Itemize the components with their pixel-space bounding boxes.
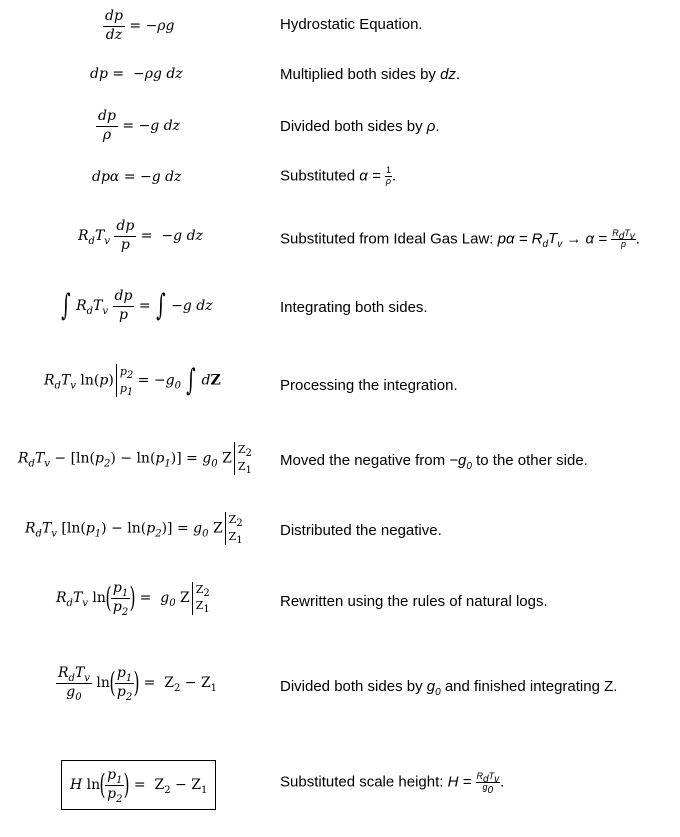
description-6: Integrating both sides. (280, 299, 428, 316)
equation-substituted-alpha: dpα = −g dz (92, 169, 182, 185)
equation-ideal-gas: $R_dT_v$ $\frac{dp}{p}$ = −g dz (78, 218, 203, 253)
equation-moved-negative: $R_dT_v - [\ln(p_2) - \ln(p_1)] = g_0$ Z $Z_2$ $Z_1$ (18, 443, 252, 476)
equation-divided-g0: $\frac{R_dT_v}{g_0}$ ln( $\frac{p_1}{p_2}$ ) = $Z_2 - Z_1$ (58, 665, 218, 703)
description-9: Distributed the negative. (280, 522, 442, 539)
equation-distributed: $R_dT_v$ $[\ln(p_1) - \ln(p_2)] = g_0$ Z $Z_2$ $Z_1$ (25, 513, 243, 546)
equation-multiplied: dp = −ρg dz (90, 66, 183, 82)
equation-processing: $R_dT_v$ ln(p) $p_2$ $p_1$ = $-g_0$ ∫ dZ (44, 362, 221, 398)
description-5: Substituted from Ideal Gas Law: $p\alpha = R_dT_v \to \alpha$ = $\frac{R_dT_v}{p}$ . (280, 228, 640, 251)
description-12: Substituted scale height: H = $\frac{R_dT_v}{g_0}$ . (280, 771, 505, 796)
description-1: Hydrostatic Equation. (280, 16, 423, 33)
description-4: Substituted α = $\frac{1}{\rho}$ . (280, 165, 397, 186)
equation-integrating: ∫ $R_dT_v$ $\frac{dp}{p}$ = ∫ −g dz (61, 288, 213, 323)
equation-hydrostatic: $\frac{dp}{dz}$ = −ρg (105, 8, 175, 43)
description-8: Moved the negative from $-g_0$ to the other side. (280, 452, 588, 472)
description-3: Divided both sides by ρ. (280, 118, 440, 135)
equation-divided-rho: $\frac{dp}{\rho}$ = −g dz (98, 108, 181, 143)
description-2: Multiplied both sides by dz. (280, 66, 461, 83)
equation-natural-logs: $R_dT_v$ ln( $\frac{p_1}{p_2}$ ) = $g_0$ Z $Z_2$ $Z_1$ (56, 580, 210, 618)
description-10: Rewritten using the rules of natural logs. (280, 593, 548, 610)
description-7: Processing the integration. (280, 377, 458, 394)
equation-scale-height-boxed: H ln( $\frac{p_1}{p_2}$ ) = $Z_2 - Z_1$ (61, 760, 216, 810)
description-11: Divided both sides by $g_0$ and finished integrating Z. (280, 678, 618, 698)
